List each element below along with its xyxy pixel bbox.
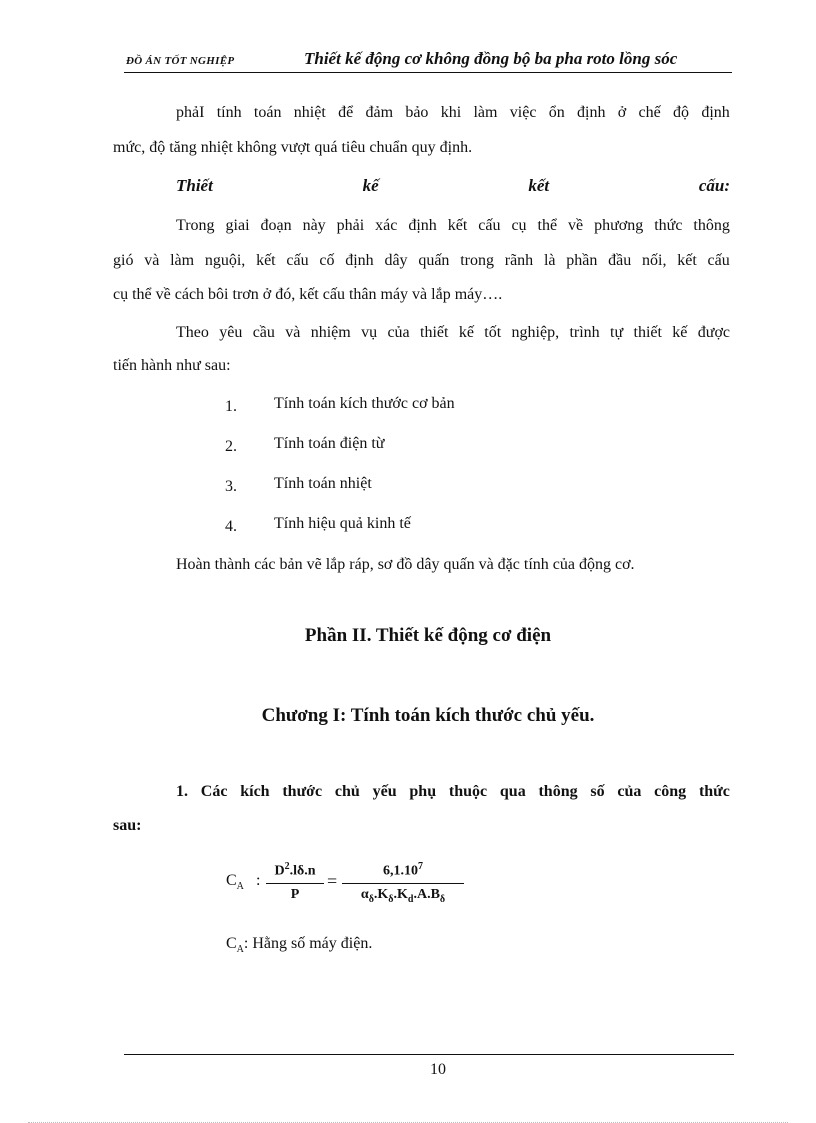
word: ở: [617, 104, 627, 121]
word: cấu: [286, 252, 309, 269]
word: khi: [440, 104, 462, 121]
word: Các: [200, 783, 228, 800]
word: kế: [458, 324, 474, 341]
word: chủ: [334, 783, 360, 800]
word: và: [285, 324, 301, 341]
word: thức: [698, 783, 730, 800]
word: kế: [362, 176, 379, 195]
part-title: Phần II. Thiết kế động cơ điện: [304, 625, 552, 646]
para2-line2: [113, 251, 730, 271]
word: là: [543, 252, 556, 269]
word: cấu: [478, 217, 501, 234]
word: phương: [594, 217, 644, 234]
section1-line2: sau:: [113, 817, 142, 834]
word: để: [338, 104, 354, 121]
header-left: ĐỒ ÁN TỐT NGHIỆP: [126, 55, 235, 67]
word: tự: [610, 324, 624, 341]
word: định: [701, 104, 730, 121]
fraction-bar: [342, 883, 464, 884]
word: trong: [460, 252, 494, 269]
step-number: 2.: [225, 438, 237, 455]
word: kết: [447, 217, 468, 234]
fraction-right: [342, 858, 464, 908]
definition-line: $C_A$: Hằng số máy điện.: [226, 935, 373, 956]
word: thông: [538, 783, 578, 800]
word: qua: [499, 783, 526, 800]
step-text: Tính toán nhiệt: [274, 475, 372, 492]
fraction-right-denominator: $\alpha_\delta.K_\delta.K_d.A.B_\delta$: [360, 886, 446, 905]
word: nhiệt: [293, 104, 326, 121]
word: kết: [528, 176, 550, 195]
section1-line1: [176, 782, 730, 802]
word: độ: [673, 104, 690, 121]
word: về: [568, 217, 584, 234]
word: nối,: [642, 252, 667, 269]
para1-line2: mức, độ tăng nhiệt không vượt quá tiêu chuẩn quy định.: [113, 139, 473, 156]
word: phụ: [409, 783, 437, 800]
para3-line1: [176, 323, 730, 343]
word: 1.: [176, 783, 188, 800]
fraction-left: [266, 858, 324, 904]
word: bảo: [405, 104, 429, 121]
word: kết: [677, 252, 697, 269]
word: công: [654, 783, 687, 800]
word: Thiết: [176, 176, 213, 195]
word: của: [387, 324, 410, 341]
word: kế: [672, 324, 688, 341]
word: đảm: [365, 104, 394, 121]
step-number: 4.: [225, 518, 237, 535]
word: vụ: [361, 324, 378, 341]
word: thông: [693, 217, 730, 234]
word: phải: [336, 217, 365, 234]
word: yếu: [372, 783, 397, 800]
word: nhiệm: [310, 324, 351, 341]
word: thức: [654, 217, 683, 234]
word: cấu:: [698, 176, 730, 195]
step-number: 3.: [225, 478, 237, 495]
word: này: [302, 217, 326, 234]
word: định: [345, 252, 374, 269]
footer-rule: [124, 1054, 734, 1055]
word: của: [617, 783, 642, 800]
word: cố: [319, 252, 335, 269]
word: thước: [282, 783, 323, 800]
word: Theo: [176, 324, 209, 341]
step-number: 1.: [225, 398, 237, 415]
chapter-title: Chương I: Tính toán kích thước chủ yếu.: [261, 705, 595, 726]
word: dây: [384, 252, 408, 269]
page-number: 10: [430, 1061, 446, 1078]
fraction-left-denominator: P: [290, 886, 300, 902]
word: định: [408, 217, 437, 234]
word: đoạn: [260, 217, 292, 234]
word: đầu: [608, 252, 632, 269]
para3-line2: tiến hành như sau:: [113, 357, 231, 374]
word: thiết: [633, 324, 662, 341]
word: số: [590, 783, 605, 800]
para1-line1: [176, 103, 730, 123]
word: Trong: [176, 217, 215, 234]
formula-lhs: $C_A$: [226, 872, 244, 893]
design-heading: [176, 176, 730, 196]
word: thể: [537, 217, 558, 234]
word: chế: [638, 104, 661, 121]
word: phảI: [176, 104, 205, 121]
word: nguội,: [204, 252, 246, 269]
word: cầu: [252, 324, 275, 341]
word: ổn: [548, 104, 565, 121]
word: xác: [375, 217, 398, 234]
step-text: Tính toán điện từ: [274, 435, 385, 452]
word: được: [697, 324, 730, 341]
word: làm: [170, 252, 195, 269]
header-title: Thiết kế động cơ không đồng bộ ba pha roto lồng sóc: [304, 49, 678, 68]
word: quấn: [418, 252, 450, 269]
fraction-right-numerator: 6,1.10$^7$: [383, 861, 423, 879]
completion-text: Hoàn thành các bản vẽ lắp ráp, sơ đồ dây quấn và đặc tính của động cơ.: [176, 556, 635, 573]
header-rule: [124, 72, 732, 73]
word: và: [144, 252, 160, 269]
fraction-left-numerator: $D^2.l\delta.n$: [274, 861, 316, 879]
word: định: [577, 104, 606, 121]
formula-equals: =: [327, 871, 338, 891]
word: trình: [569, 324, 600, 341]
word: gió: [113, 252, 134, 269]
word: nghiệp,: [511, 324, 560, 341]
word: kích: [240, 783, 270, 800]
fraction-bar: [266, 883, 324, 884]
word: yêu: [219, 324, 243, 341]
word: kết: [256, 252, 276, 269]
word: cụ: [511, 217, 527, 234]
word: tốt: [484, 324, 502, 341]
para2-line1: [176, 216, 730, 236]
formula: [226, 858, 486, 908]
para2-line3: cụ thể về cách bôi trơn ở đó, kết cấu thân máy và lắp máy….: [113, 286, 503, 303]
word: thiết: [420, 324, 449, 341]
word: phần: [566, 252, 598, 269]
word: làm: [473, 104, 498, 121]
word: giai: [225, 217, 250, 234]
word: rãnh: [504, 252, 534, 269]
word: thuộc: [448, 783, 488, 800]
step-text: Tính hiệu quả kinh tế: [274, 515, 411, 532]
word: việc: [509, 104, 537, 121]
word: toán: [253, 104, 282, 121]
word: tính: [216, 104, 242, 121]
step-text: Tính toán kích thước cơ bản: [274, 395, 455, 412]
word: cấu: [707, 252, 730, 269]
formula-colon: :: [256, 872, 261, 889]
